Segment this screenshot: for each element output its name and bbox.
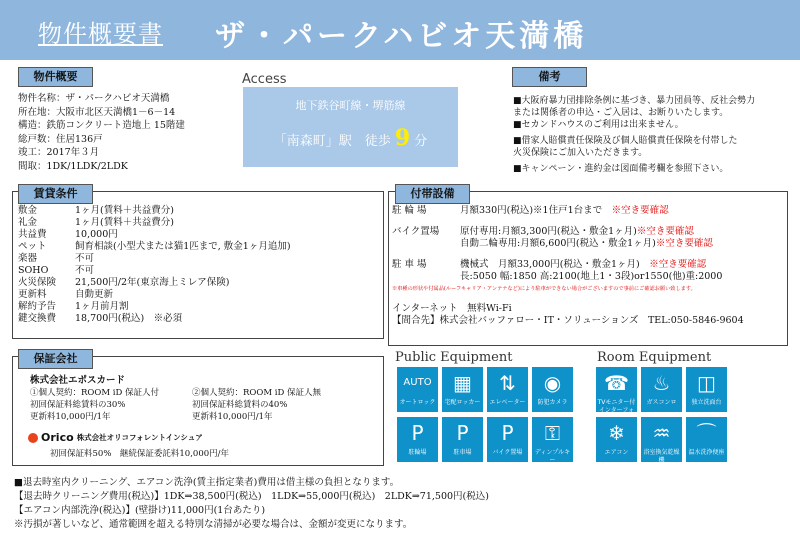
lease-key: SOHO — [18, 265, 49, 276]
bicycle-parking-label: 駐 輪 場 — [392, 205, 427, 216]
bike-parking-label: バイク置場 — [392, 226, 440, 237]
overview-completed: 竣工：2017年３月 — [18, 147, 100, 158]
delivery-box-icon: ▦ 宅配ロッカー — [442, 367, 483, 412]
footer-line: 【エアコン内部洗浄(税込)】(壁掛け)11,000円(1台あたり) — [14, 505, 266, 516]
air-conditioner-icon: ❄ エアコン — [596, 417, 637, 462]
lease-value: 21,500円/2年(東京海上ミレア保険) — [75, 277, 230, 288]
lease-key: 敷金 — [18, 205, 38, 216]
auto-lock-icon: AUTO オートロック — [397, 367, 438, 412]
footer-line: ※汚損が著しいなど、通常範囲を超える特別な清掃が必要な場合は、金額が変更になります。 — [14, 519, 413, 530]
lease-key: ペット — [18, 241, 47, 252]
guarantee-option-2-renewal: 更新料10,000円/1年 — [192, 412, 273, 422]
parking-icon: P 駐車場 — [442, 417, 483, 462]
car-parking-label: 駐 車 場 — [392, 259, 427, 270]
overview-address: 所在地：大阪市北区天満橋1－6－14 — [18, 106, 176, 118]
internet-line: インターネット 無料Wi-Fi — [392, 303, 512, 314]
overview-units: 総戸数：住居136戸 — [18, 133, 103, 145]
bicycle-parking-status: ※空き要確認 — [611, 205, 669, 216]
lease-value: 10,000円 — [75, 229, 118, 240]
car-parking-note: ※車種の形状や付属品(ルーフキャリア・アンテナなど)により駐車ができない場合がございますので事前にご確認お願い致します。 — [392, 286, 696, 292]
notes-list — [513, 95, 798, 175]
footer-notes — [14, 476, 794, 532]
facilities-content — [392, 205, 787, 327]
orico-company-name: 株式会社オリコフォレントインシュア — [76, 433, 203, 442]
lease-key: 共益費 — [18, 229, 47, 240]
bike-parking-line1-status: ※空き要確認 — [636, 226, 694, 237]
bike-parking-icon: P バイク置場 — [487, 417, 528, 462]
dimple-key-icon: ⚿ ディンプルキー — [532, 417, 573, 462]
bathroom-dryer-icon: ♒ 浴室換気乾燥機 — [641, 417, 682, 462]
access-unit: 分 — [414, 134, 428, 149]
orico-mark-icon — [28, 433, 38, 443]
guarantee-option-1-rate: 初回保証料総賃料の30% — [30, 400, 126, 410]
facilities-tag: 付帯設備 — [395, 184, 470, 204]
lease-value: 飼育相談(小型犬または猫1匹まで, 敷金1ヶ月追加) — [75, 241, 291, 252]
orico-wordmark: Orico — [41, 431, 74, 444]
public-equipment-title: Public Equipment — [395, 350, 513, 365]
guarantee-option-1 — [30, 387, 159, 423]
lease-values — [75, 205, 291, 325]
access-box — [243, 87, 458, 167]
guarantee-option-1-title: ①個人契約：ROOM iD 保証人付 — [30, 388, 159, 398]
lease-value: 不可 — [75, 253, 95, 264]
bike-parking-line1: 原付専用:月額3,300円(税込・敷金1ヶ月) — [460, 226, 637, 237]
lease-value: 18,700円(税込) ※必須 — [75, 313, 183, 324]
orico-logo — [28, 431, 203, 444]
notes-item: 火災保険にご加入いただきます。 — [513, 148, 648, 158]
lease-key: 礼金 — [18, 217, 38, 228]
overview-tag: 物件概要 — [18, 67, 93, 87]
property-name: ザ・パークハビオ天満橋 — [215, 19, 588, 54]
bike-parking-line2-status: ※空き要確認 — [655, 238, 713, 249]
notes-item: ■キャンペーン・進約金は図面備考欄を参照下さい。 — [513, 164, 729, 174]
contact-line: 【間合先】株式会社バッファロー・IT・ソリューションズ TEL:050-5846-9604 — [392, 315, 744, 326]
guarantee-option-2-rate: 初回保証料総賃料の40% — [192, 400, 288, 410]
lease-value: 自動更新 — [75, 289, 114, 300]
bike-parking-line2: 自動二輪専用:月額6,600円(税込・敷金1ヶ月) — [460, 238, 656, 249]
washbasin-icon: ◫ 独立洗面台 — [686, 367, 727, 412]
overview-name: 物件名称：ザ・パークハビオ天満橋 — [18, 93, 170, 104]
document-title: 物件概要書 — [38, 20, 163, 48]
lease-key: 楽器 — [18, 253, 38, 264]
access-lines: 地下鉄谷町線・堺筋線 — [295, 99, 406, 112]
overview-list — [18, 92, 238, 173]
lease-value: 1ヶ月(賃料＋共益費分) — [75, 205, 174, 216]
notes-item: ■大阪府暴力団排除条例に基づき、暴力団員等、反社会勢力 — [513, 96, 756, 106]
tv-intercom-icon: ☎ TVモニター付インターフォ — [596, 367, 637, 412]
lease-key: 更新料 — [18, 289, 47, 300]
guarantee-tag: 保証会社 — [18, 349, 93, 369]
lease-keys — [18, 205, 56, 325]
notes-item: ■セカンドハウスのご利用は出来ません。 — [513, 120, 684, 130]
room-equipment-title: Room Equipment — [597, 350, 712, 365]
lease-value: 1ヶ月前月割 — [75, 301, 129, 312]
gas-stove-icon: ♨ ガスコンロ — [641, 367, 682, 412]
orico-terms: 初回保証料50% 継続保証委託料10,000円/年 — [50, 449, 229, 459]
overview-structure: 構造：鉄筋コンクリート造地上 15階建 — [18, 120, 185, 131]
car-parking-line2: 長:5050 幅:1850 高:2100(地上1・3段)or1550(他)重:2000 — [460, 271, 723, 282]
notes-item: ■借家人賠償責任保険及び個人賠償責任保険を付帯した — [513, 136, 738, 146]
guarantee-option-2-title: ②個人契約：ROOM iD 保証人無 — [192, 388, 321, 398]
overview-layout: 間取：1DK/1LDK/2LDK — [18, 160, 128, 172]
footer-line: 【退去時クリーニング費用(税込)】1DK⇒38,500円(税込) 1LDK⇒55,000円(税込) 2LDK⇒71,500円(税込) — [14, 491, 489, 502]
bicycle-parking-icon: P 駐輪場 — [397, 417, 438, 462]
lease-key: 解約予告 — [18, 301, 57, 312]
access-station-line — [243, 125, 458, 151]
footer-line: ■退去時室内クリーニング、エアコン洗浄(賃主指定業者)費用は借主様の負担となります。 — [14, 477, 400, 488]
washlet-icon: ⌒ 温水洗浄便座 — [686, 417, 727, 462]
elevator-icon: ⇅ エレベーター — [487, 367, 528, 412]
guarantee-option-2 — [192, 387, 321, 423]
header-banner — [0, 0, 800, 60]
notes-item: または関係者の申込・ご入居は、お断りいたします。 — [513, 108, 729, 118]
car-parking-line1-status: ※空き要確認 — [649, 259, 707, 270]
lease-tag: 賃貸条件 — [18, 184, 93, 204]
room-equipment-grid — [596, 367, 731, 467]
bicycle-parking-value: 月額330円(税込)※1住戸1台まで — [460, 205, 603, 216]
lease-value: 1ヶ月(賃料＋共益費分) — [75, 217, 174, 228]
lease-key: 鍵交換費 — [18, 313, 57, 324]
access-minutes: 9 — [394, 125, 411, 151]
lease-value: 不可 — [75, 265, 95, 276]
security-camera-icon: ◉ 防犯カメラ — [532, 367, 573, 412]
lease-key: 火災保険 — [18, 277, 57, 288]
guarantee-company-epos: 株式会社エポスカード — [30, 375, 126, 386]
access-title: Access — [242, 72, 287, 87]
notes-tag: 備考 — [512, 67, 587, 87]
guarantee-option-1-renewal: 更新料10,000円/1年 — [30, 412, 111, 422]
public-equipment-grid — [397, 367, 587, 467]
access-station: 「南森町」駅 徒歩 — [273, 134, 391, 149]
car-parking-line1: 機械式 月額33,000円(税込・敷金1ヶ月) — [460, 259, 640, 270]
